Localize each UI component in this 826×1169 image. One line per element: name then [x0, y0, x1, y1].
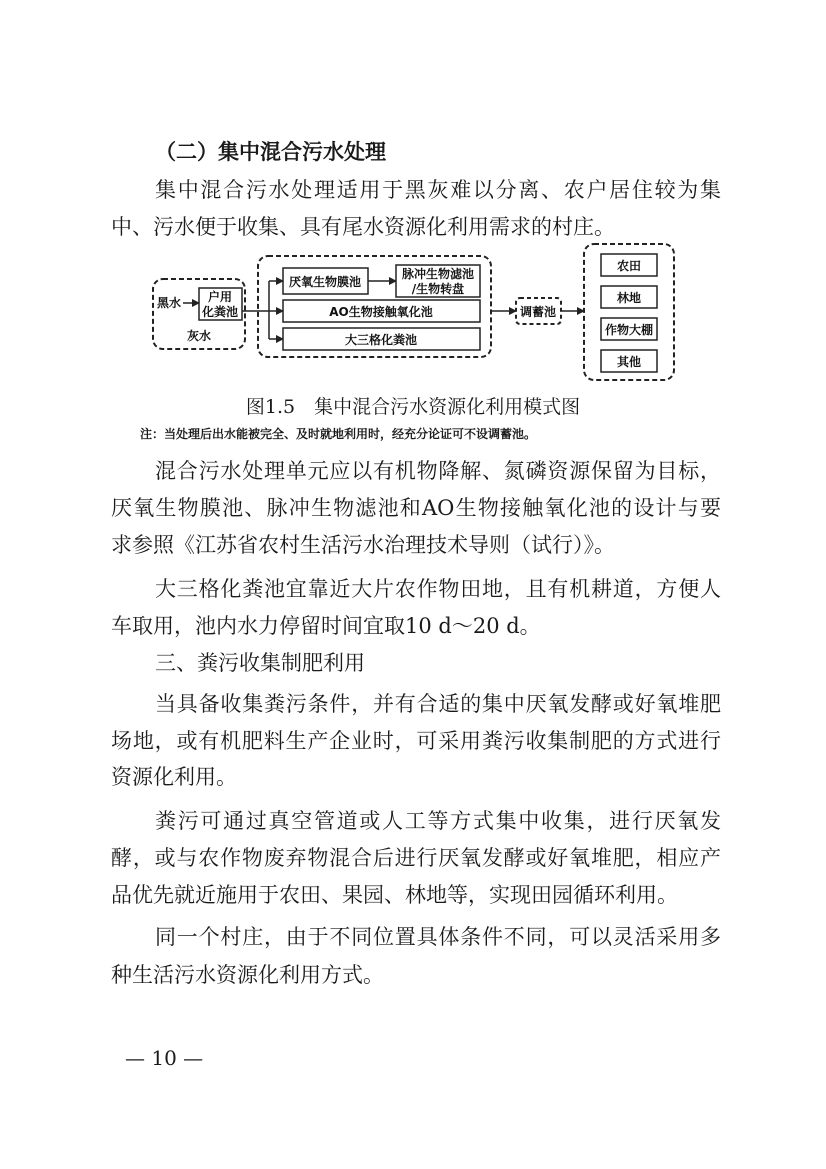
flow-diagram [0, 0, 826, 400]
ao-oxidation-label: AO生物接触氧化池 [329, 305, 433, 319]
para2-line-2: 车取用，池内水力停留时间宜取10 d～20 d。 [111, 614, 541, 638]
large-septic-label: 大三格化粪池 [344, 333, 418, 347]
anaerobic-biofilm-label: 厌氧生物膜池 [288, 275, 362, 289]
household-septic-label-1: 户用 [207, 290, 233, 304]
para5-line-1: 同一个村庄，由于不同位置具体条件不同，可以灵活采用多 [155, 925, 721, 949]
para3-line-2: 场地，或有机肥料生产企业时，可采用粪污收集制肥的方式进行 [111, 729, 721, 753]
para1-line-3: 求参照《江苏省农村生活污水治理技术导则（试行）》。 [111, 533, 615, 557]
storage-tank-label: 调蓄池 [519, 305, 557, 319]
para4-line-3: 品优先就近施用于农田、果园、林地等，实现田园循环利用。 [111, 883, 678, 907]
section3-heading: 三、粪污收集制肥利用 [155, 651, 365, 675]
figure-note: 注：当处理后出水能被完全、及时就地利用时，经充分论证可不设调蓄池。 [140, 427, 537, 441]
page-number: — 10 — [125, 1046, 204, 1070]
section-heading: （二）集中混合污水处理 [155, 140, 386, 164]
grey-water-label: 灰水 [186, 329, 212, 343]
intro-line-1: 集中混合污水处理适用于黑灰难以分离、农户居住较为集 [155, 178, 721, 202]
para4-line-2: 酵，或与农作物废弃物混合后进行厌氧发酵或好氧堆肥，相应产 [111, 846, 721, 870]
figure-caption: 图1.5 集中混合污水资源化利用模式图 [245, 396, 581, 418]
pulse-filter-label-1: 脉冲生物滤池 [401, 267, 475, 281]
para1-line-2: 厌氧生物膜池、脉冲生物滤池和AO生物接触氧化池的设计与要 [111, 496, 721, 520]
para1-line-1: 混合污水处理单元应以有机物降解、氮磷资源保留为目标， [155, 459, 721, 483]
para4-line-1: 粪污可通过真空管道或人工等方式集中收集，进行厌氧发 [155, 809, 721, 833]
black-water-label: 黑水 [157, 296, 182, 310]
para3-line-3: 资源化利用。 [111, 765, 237, 789]
para2-line-1: 大三格化粪池宜靠近大片农作物田地，且有机耕道，方便人 [155, 577, 721, 601]
output-other-label: 其他 [616, 355, 642, 369]
para3-line-1: 当具备收集粪污条件，并有合适的集中厌氧发酵或好氧堆肥 [155, 692, 721, 716]
output-forest-label: 林地 [616, 291, 642, 305]
pulse-filter-label-2: /生物转盘 [411, 282, 465, 296]
output-farmland-label: 农田 [616, 259, 642, 273]
para5-line-2: 种生活污水资源化利用方式。 [111, 963, 384, 987]
output-greenhouse-label: 作物大棚 [604, 323, 654, 337]
household-septic-label-2: 化粪池 [201, 305, 239, 319]
intro-line-2: 中、污水便于收集、具有尾水资源化利用需求的村庄。 [111, 215, 615, 239]
